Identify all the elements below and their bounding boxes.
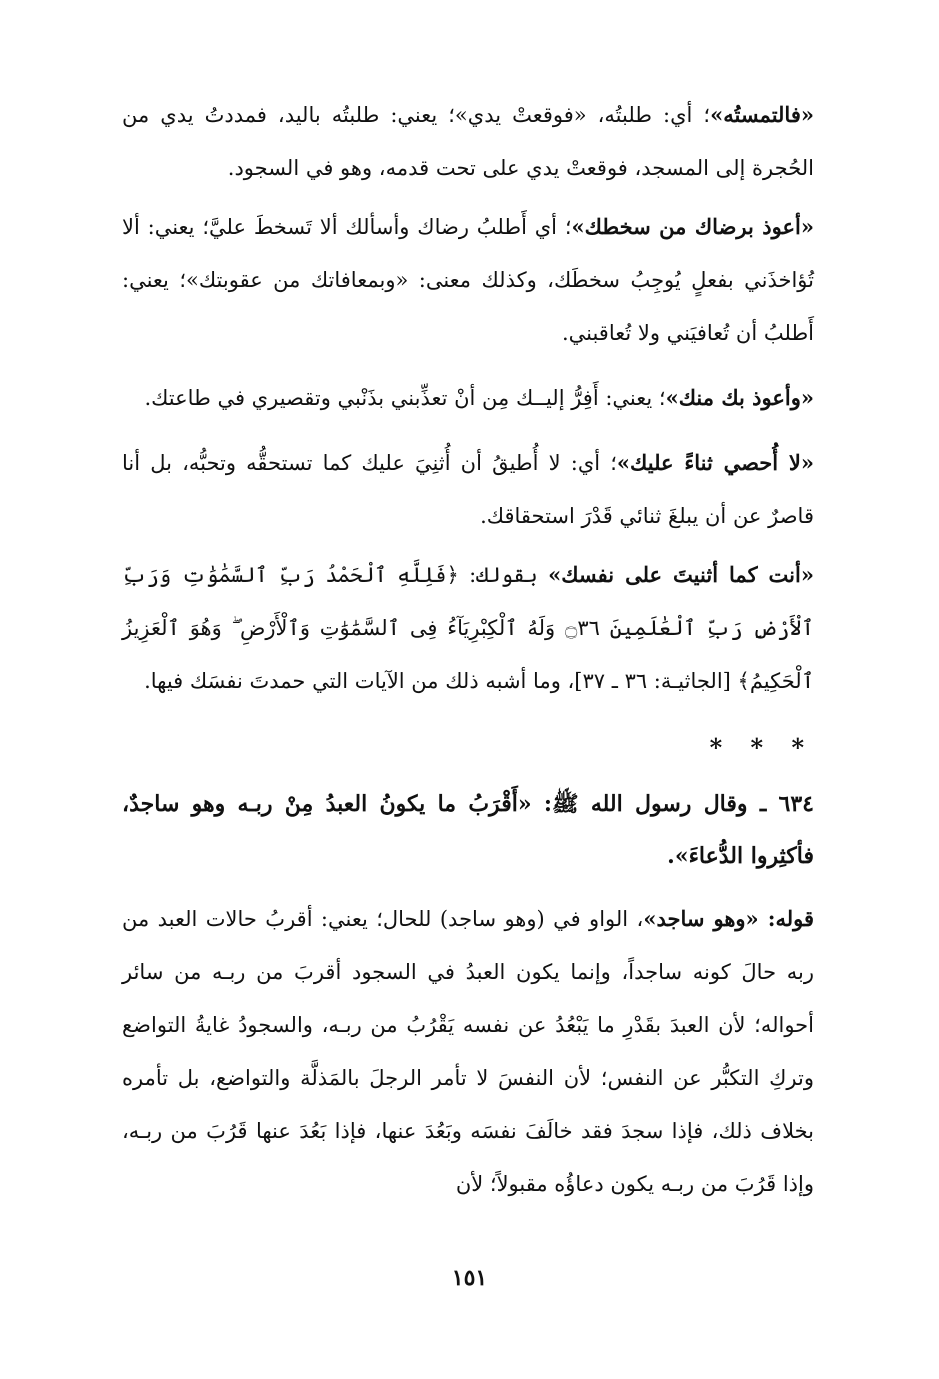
explanation-text: ؛ أي: لا أُطيقُ أن أُثنِيَ عليك كما تستحقُّه وتحبُّه، بل أنا قاصرٌ عن أن يبلغَ ثنائي قَدْرَ استحقاقك. [122,451,814,528]
quran-citation-text: بقولك: ﴿فَلِلَّهِ ٱلْحَمْدُ رَبِّ ٱلسَّمَٰوَٰتِ وَرَبِّ ٱلْأَرْضِ رَبِّ ٱلْعَٰلَمِينَ ۝٣٦ وَلَهُ ٱلْكِبْرِيَآءُ فِى ٱلسَّمَٰوَٰتِ وَٱلْأَرْضِ ۖ وَهُوَ ٱلْعَزِيزُ ٱلْحَكِيمُ﴾ [الجاثيـة: ٣٦ ـ ٣٧]، وما أشبه ذلك من الآيات التي حمدتَ نفسَك فيها. [122,563,814,693]
explanation-text: ؛ أي: طلبتُه، «فوقعتْ يدي»؛ يعني: طلبتُه باليد، فمددتُ يدي من الحُجرة إلى المسجد، فوقعتْ يدي على تحت قدمه، وهو في السجود. [122,103,814,180]
quoted-phrase: «أنت كما أثنيتَ على نفسك» [548,562,814,587]
quoted-phrase: «فالتمستُه» [710,102,814,127]
paragraph-3 [122,370,814,426]
paragraph-4 [122,436,814,543]
explanation-text: ؛ يعني: أَفِرُّ إليــك مِن أنْ تعذِّبني بذَنْبي وتقصيري في طاعتك. [144,386,666,410]
page-number: ١٥١ [451,1265,488,1291]
quoted-phrase: قوله: «وهو ساجد» [643,906,814,931]
quoted-phrase: «وأعوذ بك منك» [665,385,814,410]
hadith-text: وقال رسول الله ﷺ: «أَقْرَبُ ما يكونُ العبدُ مِنْ ربـه وهو ساجدٌ، فأكثِروا الدُّعاءَ». [122,791,814,869]
section-separator: * * * [709,733,814,762]
paragraph-1 [122,88,814,195]
paragraph-2 [122,200,814,360]
hadith-entry [122,778,814,882]
page-body [122,88,814,1211]
explanation-text: ؛ أي أَطلبُ رضاك وأسألك ألا تَسخطَ عليَّ؛ يعني: ألا تُؤاخذَني بفعلٍ يُوجِبُ سخطَك، وكذلك معنى: «وبمعافاتك من عقوبتك»؛ يعني: أَطلبُ أن تُعافيَني ولا تُعاقبني. [122,215,814,345]
commentary-text: ، الواو في (وهو ساجد) للحال؛ يعني: أقربُ حالات العبد من ربه حالَ كونه ساجداً، وإنما يكون العبدُ في السجود أقربَ من ربـه من سائر أحواله؛ لأن العبدَ بقَدْرِ ما يَبْعُدُ عن نفسه يَقْرُبُ من ربـه، والسجودُ غايةُ التواضع وتركِ التكبُّر عن النفس؛ لأن النفسَ لا تأمر الرجلَ بالمَذلَّة والتواضع، بل تأمره بخلاف ذلك، فإذا سجدَ فقد خالَفَ نفسَه وبَعُدَ عنها، فإذا بَعُدَ عنها قَرُبَ من ربـه، وإذا قَرُبَ من ربـه يكون دعاؤُه مقبولاً؛ لأن [122,907,814,1196]
quoted-phrase: «لا أُحصي ثناءً عليك» [616,450,814,475]
hadith-number: ٦٣٤ ـ [759,791,814,817]
commentary-paragraph [122,892,814,1211]
quoted-phrase: «أعوذ برضاك من سخطك» [571,214,815,239]
paragraph-5 [122,548,814,708]
